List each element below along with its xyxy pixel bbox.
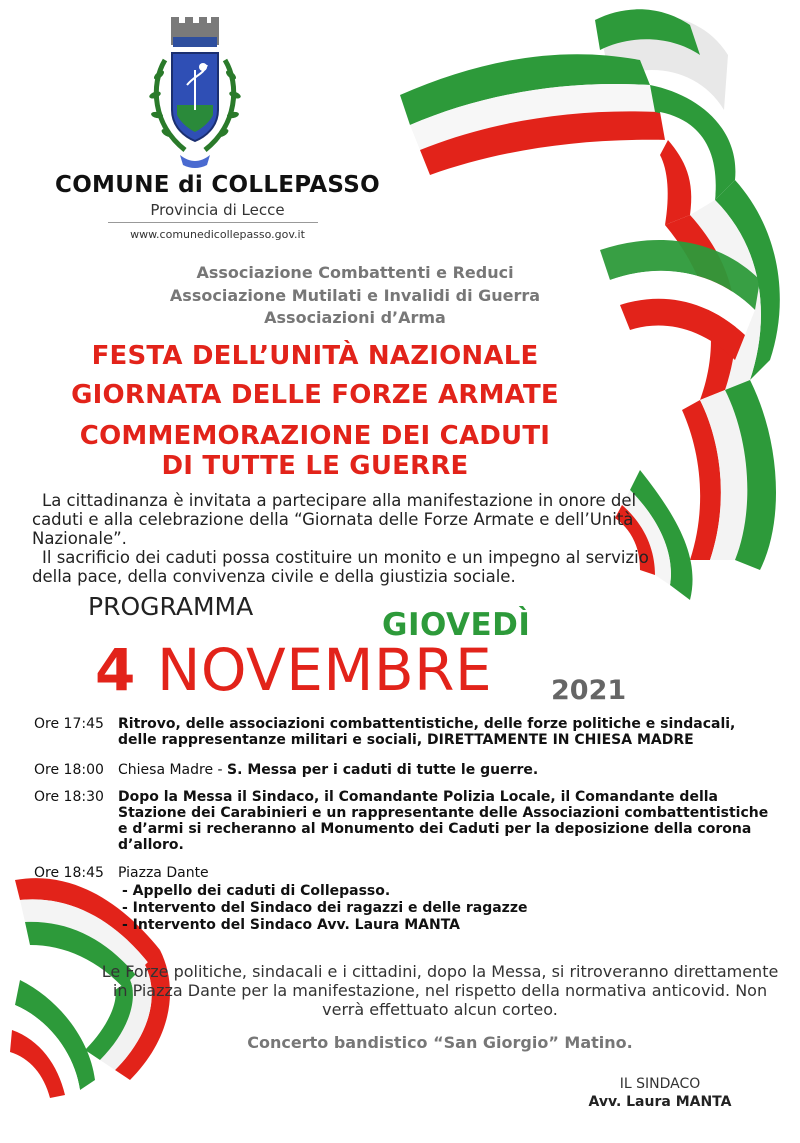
intro-text (32, 491, 672, 586)
schedule-time: Ore 18:00 (34, 762, 104, 778)
schedule-time: Ore 18:30 (34, 789, 104, 805)
schedule-time: Ore 18:45 (34, 865, 104, 881)
schedule-text: Ritrovo, delle associazioni combattentistiche, delle forze politiche e sindacali, delle rappresentanze militari e sociali, DIRETTAMENTE IN CHIESA MADRE (118, 716, 736, 748)
header-divider (108, 222, 318, 223)
signature-title: IL SINDACO (619, 1076, 701, 1092)
schedule-text: Dopo la Messa il Sindaco, il Comandante Polizia Locale, il Comandante della Stazione dei Carabinieri e un rappresentante delle Associazioni combattentistiche e d’armi si recheranno al Monumento dei Caduti per la deposizione della corona d’alloro. (118, 789, 769, 853)
list-item: - Intervento del Sindaco dei ragazzi e delle ragazze (122, 900, 528, 916)
concerto-text: Concerto bandistico “San Giorgio” Matino. (247, 1033, 633, 1052)
schedule-time: Ore 17:45 (34, 716, 104, 732)
website-link[interactable]: www.comunedicollepasso.gov.it (130, 228, 305, 241)
comune-name: COMUNE di COLLEPASSO (55, 172, 380, 198)
schedule-text: Piazza Dante (118, 865, 209, 881)
date-year: 2021 (551, 675, 627, 706)
notice-text: Le Forze politiche, sindacali e i cittadini, dopo la Messa, si ritroveranno direttamente in Piazza Dante per la manifestazione, nel rispetto della normativa anticovid. Non verrà effettuato alcun corteo. (101, 962, 779, 1019)
association-line-3: Associazioni d’Arma (264, 308, 446, 327)
list-item: - Intervento del Sindaco Avv. Laura MANTA (122, 917, 461, 933)
date-month: NOVEMBRE (157, 636, 493, 704)
intro-paragraph-2: Il sacrificio dei caduti possa costituire un monito e un impegno al servizio della pace, della convivenza civile e della giustizia sociale. (32, 548, 649, 586)
date-day: 4 (95, 636, 136, 704)
association-line-2: Associazione Mutilati e Invalidi di Guerra (169, 286, 541, 305)
schedule-sub-items (122, 883, 527, 934)
schedule-text-plain: Chiesa Madre - (118, 762, 228, 778)
schedule-text-bold: S. Messa per i caduti di tutte le guerre. (227, 762, 539, 778)
collepasso-coat-of-arms-logo (145, 15, 245, 170)
intro-paragraph-1: La cittadinanza è invitata a partecipare alla manifestazione in onore del caduti e alla celebrazione della “Giornata delle Forze Armate e dell’Unità Nazionale”. (32, 491, 637, 548)
title-commemorazione: COMMEMORAZIONE DEI CADUTI (79, 421, 551, 451)
title-giornata-forze-armate: GIORNATA DELLE FORZE ARMATE (71, 380, 559, 410)
provincia-label: Provincia di Lecce (150, 201, 285, 219)
list-item: - Appello dei caduti di Collepasso. (122, 883, 391, 899)
programma-label: PROGRAMMA (88, 592, 254, 621)
weekday-label: GIOVEDÌ (382, 607, 531, 643)
title-tutte-guerre: DI TUTTE LE GUERRE (161, 451, 469, 481)
title-festa-unita: FESTA DELL’UNITÀ NAZIONALE (91, 341, 539, 371)
association-line-1: Associazione Combattenti e Reduci (196, 263, 514, 282)
signature-name: Avv. Laura MANTA (588, 1094, 732, 1110)
